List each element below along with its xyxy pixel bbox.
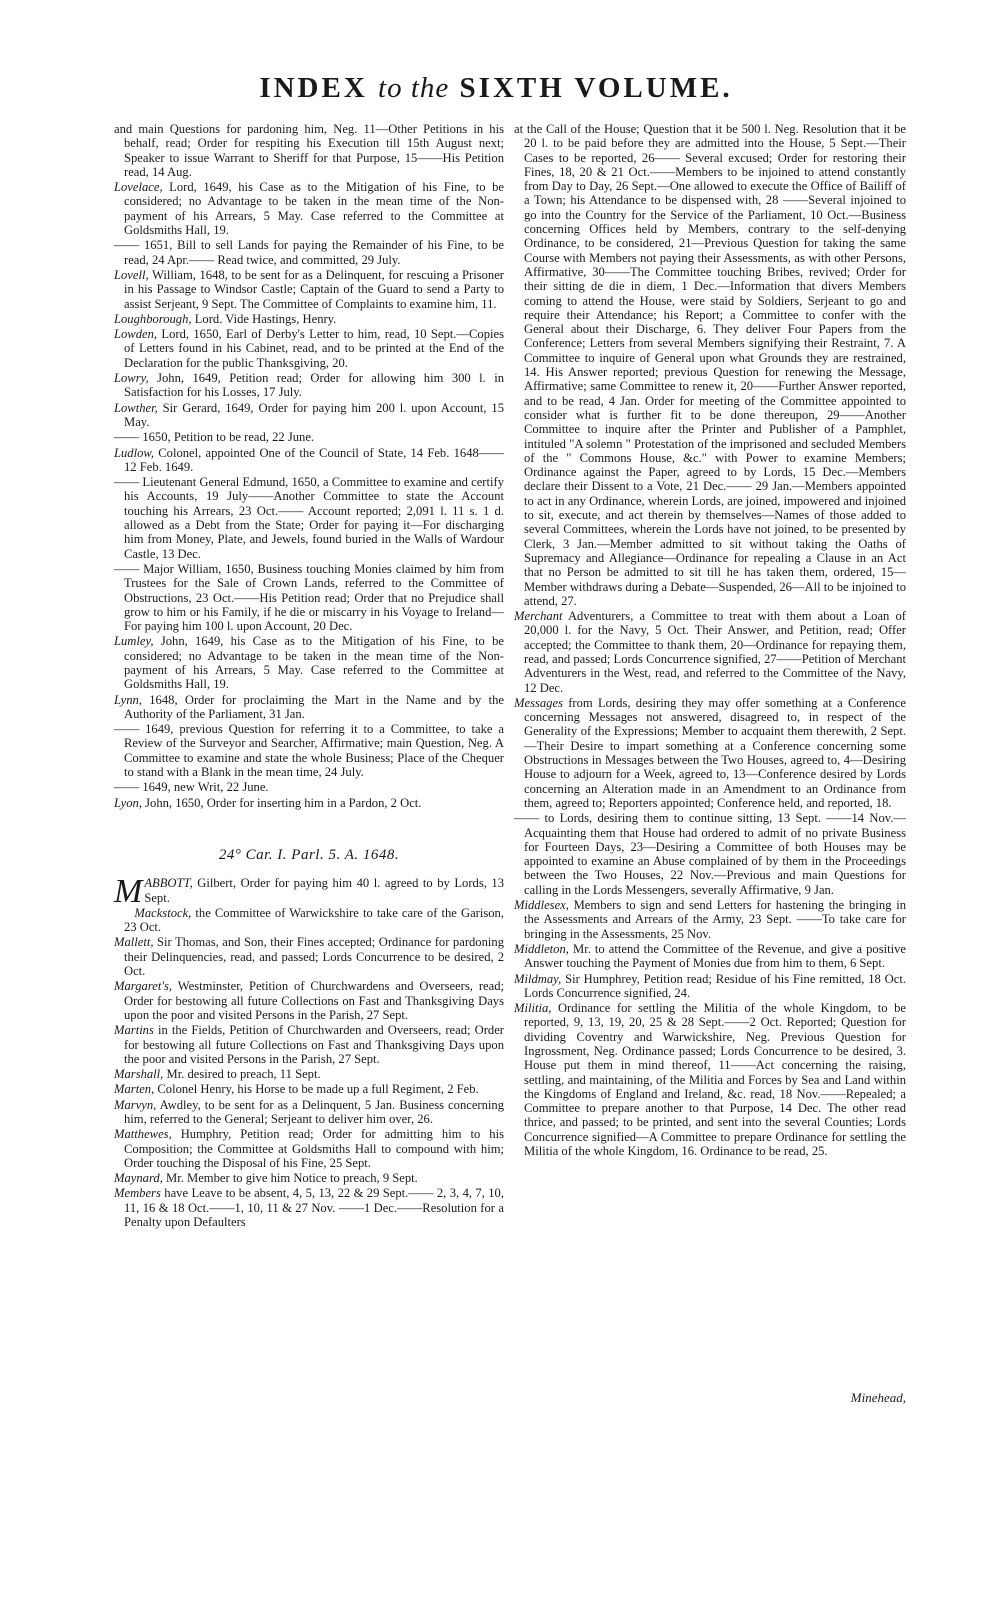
index-entry [514, 696, 906, 810]
index-entry [114, 327, 504, 370]
index-entry [114, 722, 504, 779]
entry-name: Messages [514, 695, 563, 710]
index-entry [114, 475, 504, 561]
entry-text: Sir Gerard, 1649, Order for paying him 200 l. upon Account, 15 May. [124, 400, 504, 429]
entry-text: Sir Humphrey, Petition read; Residue of his Fine remitted, 18 Oct. Lords Concurrence signified, 24. [524, 971, 906, 1000]
catchword: Minehead, [850, 1390, 906, 1405]
entry-name: Marvyn, [114, 1097, 157, 1112]
index-entry [114, 180, 504, 237]
entry-text: Sir Thomas, and Son, their Fines accepted; Ordinance for pardoning their Delinquencies, read, and passed; Lords Concurrence to be desired, 2 Oct. [124, 935, 504, 979]
index-entry [114, 430, 504, 444]
entry-name: Ludlow, [114, 445, 155, 460]
index-entry [514, 1001, 906, 1158]
entry-name: Martins [114, 1023, 154, 1038]
index-entry [114, 935, 504, 978]
index-entry [514, 898, 906, 941]
index-entry [114, 906, 504, 935]
entry-name: Lynn, [114, 692, 142, 707]
right-column [514, 122, 906, 1159]
entry-text: from Lords, desiring they may offer something at a Conference concerning Messages not answered, disagreed to, in respect of the Generality of the Expressions; Member to acquaint them therewith, 2 Sept.—Their Desire to impart something at a Conference concerning some Obstructions in Messages between the Two Houses, agreed to, 4—Desiring House to adjourn for a Week, agreed to, 13—Conference desired by Lords concerning an Alteration made in an Amendment to an Ordinance from them, agreed to; Reporters appointed; Conference held, and reported, 18. [524, 695, 906, 810]
entry-text: —— 1649, previous Question for referring it to a Committee, to take a Review of the Surveyor and Searcher, Affirmative; main Question, Neg. A Committee to examine and state the whole Business; Place of the Chequer to stand with a Blank in the mean time, 24 July. [114, 722, 504, 780]
index-entry [114, 1186, 504, 1229]
index-entry [114, 693, 504, 722]
entry-name: Lowden, [114, 327, 158, 342]
entry-text: at the Call of the House; Question that it be 500 l. Neg. Resolution that it be 20 l. to be paid before they are admitted into the House, 5 Sept.—Their Cases to be reported, 26—— Several excused; Order for restoring their Fines, 18, 20 & 21 Oct.——Members to be injoined to attend constantly from Day to Day, 26 Sept.—One allowed to execute the Office of Bailiff of a Town; his Attendance to be dispensed with, 28 ——Several injoined to go into the Country for the Service of the Parliament, 10 Oct.—Business concerning Offices held by Members, contrary to the self-denying Ordinance, to be considered, 21—Previous Question for taking the same Course with Members not paying their Assessments, as with other Persons, Affirmative, 30——The Committee touching Bribes, revived; Order for their sitting de die in diem, 1 Dec.—Information that divers Members coming to attend the House, were staid by Soldiers, Serjeant to go and require their Attendance; his Report; a Committee to confer with the General about their Discharge, 6. They deliver Four Papers from the Conference; Letters from several Members signifying their Restraint, 7. A Committee to inquire of General upon what Grounds they are restrained, 14. His Answer reported; previous Question for renewing the Message, Affirmative; same Committee to renew it, 20——Further Answer reported, and to be read, 4 Jan. Order for meeting of the Committee appointed to consider what is further fit to be done thereupon, 29——Another Committee to inquire after the Printer and Publisher of a Pamphlet, intituled "A solemn " Protestation of the imprisoned and secluded Members of the " Commons House, &c." with Power to examine Members; Ordinance against the Paper, agreed to by Lords, 15 Dec.—Members declare their Dissent to a Vote, 21 Dec.—— 29 Jan.—Members appointed to act in any Ordinance, wherein Lords, are joined, impowered and injoined to sit, execute, and act therein by themselves—Names of those added to several Committees, wherein the Lords have not joined, to be presented by Clerk, 3 Jan.—Member admitted to sit without taking the Oaths of Supremacy and Allegiance—Ordinance for repealing a Clause in an Act that no Person be admitted to sit till he has taken them, ordered, 15—Member withdraws during a Debate—Suspended, 26—All to be injoined to attend, 27. [514, 122, 906, 608]
header-index: INDEX [259, 72, 368, 104]
entry-text: William, 1648, to be sent for as a Delinquent, for rescuing a Prisoner in his Passage to Windsor Castle; Captain of the Guard to send a Party to assist Serjeant, 9 Sept. The Committee of Complaints to examine him, 11. [124, 267, 504, 311]
header-to-the: to the [378, 72, 450, 104]
entry-name: Middleton, [514, 941, 569, 956]
page-header [0, 72, 992, 105]
entry-text: John, 1649, Petition read; Order for allowing him 300 l. in Satisfaction for his Losses, 17 July. [124, 371, 504, 400]
index-entry [114, 371, 504, 400]
entry-text: Awdley, to be sent for as a Delinquent, 5 Jan. Business concerning him, referred to the General; Serjeant to deliver him over, 26. [124, 1097, 504, 1126]
header-volume: SIXTH VOLUME. [459, 72, 733, 104]
entry-name: Lovelace, [114, 180, 163, 195]
index-entry [114, 312, 504, 326]
entry-name: Mackstock, [134, 905, 192, 920]
index-entry [514, 942, 906, 971]
entry-name: Mallett, [114, 935, 154, 950]
entry-name: Maynard, [114, 1171, 163, 1186]
index-entry [114, 562, 504, 633]
entry-text: Colonel Henry, his Horse to be made up a full Regiment, 2 Feb. [154, 1082, 479, 1097]
entry-name: Margaret's, [114, 979, 173, 994]
entry-text: Lord. Vide Hastings, Henry. [191, 311, 337, 326]
entry-text: Mr. to attend the Committee of the Revenue, and give a positive Answer touching the Payment of Monies due from him to them, 6 Sept. [524, 941, 906, 971]
index-entry [514, 972, 906, 1001]
entry-text: —— 1650, Petition to be read, 22 June. [114, 430, 315, 445]
entry-name: Members [114, 1186, 161, 1201]
index-entry [114, 796, 504, 810]
entry-text: —— to Lords, desiring them to continue sitting, 13 Sept. ——14 Nov.—Acquainting them that House had ordered to admit of no private Business for Fourteen Days, 23—Desiring a Committee of both Houses may be appointed to examine an Abuse complained of by them in the Proceedings between the Two Houses, 22 Nov.—Previous and main Questions for calling in the Lords Messengers, severally Affirmative, 9 Jan. [514, 811, 906, 897]
entry-text: —— 1649, new Writ, 22 June. [114, 780, 269, 795]
index-entry [114, 780, 504, 794]
entry-text: Mr. Member to give him Notice to preach, 9 Sept. [162, 1171, 418, 1186]
entry-name: Marten, [114, 1082, 155, 1097]
index-entry [114, 1023, 504, 1066]
entry-text: —— 1651, Bill to sell Lands for paying the Remainder of his Fine, to be read, 24 Apr.—— Read twice, and committed, 29 July. [114, 238, 504, 267]
entry-name: Loughborough, [114, 311, 192, 326]
entry-text: have Leave to be absent, 4, 5, 13, 22 & 29 Sept.—— 2, 3, 4, 7, 10, 11, 16 & 18 Oct.——1, 10, 11 & 27 Nov. ——1 Dec.——Resolution for a Penalty upon Defaulters [124, 1186, 504, 1230]
index-entry [114, 122, 504, 179]
index-entry [114, 634, 504, 691]
index-entry [114, 1082, 504, 1096]
entry-text: in the Fields, Petition of Churchwarden and Overseers, read; Order for bestowing all future Collections on Fast and Thanksgiving Days upon the poor and visited Persons in the Parish, 27 Sept. [124, 1023, 504, 1066]
entry-text: Colonel, appointed One of the Council of State, 14 Feb. 1648——12 Feb. 1649. [124, 445, 504, 474]
entry-text: the Committee of Warwickshire to take care of the Garison, 23 Oct. [124, 905, 504, 935]
entry-name: Lowry, [114, 371, 149, 386]
entry-name: Lowther, [114, 400, 158, 415]
entry-name: Middlesex, [514, 898, 569, 913]
entry-text: Gilbert, Order for paying him 40 l. agreed to by Lords, 13 Sept. [144, 876, 504, 905]
entry-text: Westminster, Petition of Churchwardens and Overseers, read; Order for bestowing all future Collections on Fast and Thanksgiving Days upon the poor and visited Persons in the Parish, 27 Sept. [124, 979, 504, 1022]
index-entry [114, 238, 504, 267]
section-heading: 24° Car. I. Parl. 5. A. 1648. [218, 846, 400, 863]
entry-name: Merchant [514, 609, 563, 624]
left-entry-list [114, 122, 504, 810]
entry-name: Militia, [514, 1001, 552, 1016]
entry-name: Marshall, [114, 1067, 164, 1082]
index-entry [514, 609, 906, 695]
entry-text: Humphry, Petition read; Order for admitting him to his Composition; the Committee at Goldsmiths Hall to compound with him; Order touching the Disposal of his Fine, 25 Sept. [124, 1127, 504, 1170]
entry-text: Members to sign and send Letters for hastening the bringing in the Assessments and Arrears of the Army, 23 Sept. ——To take care for bringing in the Assessments, 25 Nov. [524, 898, 906, 941]
entry-text: John, 1649, his Case as to the Mitigation of his Fine, to be considered; no Advantage to be taken in the mean time of the Non-payment of his Arrears, 5 May. Case referred to the Committee at Goldsmiths Hall, 19. [124, 634, 504, 692]
entry-name: Mildmay, [514, 971, 562, 986]
entry-text: —— Major William, 1650, Business touching Monies claimed by him from Trustees for the Sale of Crown Lands, referred to the Committee of Obstructions, 23 Oct.——His Petition read; Order that no Prejudice shall grow to him or his Family, if he die or miscarry in his Voyage to Ireland—For paying him 100 l. upon Account, 20 Dec. [114, 561, 504, 634]
drop-cap: M [114, 873, 143, 911]
index-entry [114, 1067, 504, 1081]
entry-name: Lumley, [114, 634, 154, 649]
left-column [114, 122, 504, 1230]
entry-text: Adventurers, a Committee to treat with them about a Loan of 20,000 l. for the Navy, 5 Oct. Their Answer, and Petition, read; Offer accepted; the Committee to thank them, 20—Ordinance for repaying them, read, and passed; Lords Concurrence signified, 27——Petition of Merchant Adventurers in the West, read, and referred to the Committee of the Navy, 12 Dec. [524, 609, 906, 695]
entry-text: 1648, Order for proclaiming the Mart in the Name and by the Authority of the Parliament, 31 Jan. [124, 692, 504, 721]
index-entry [114, 1171, 504, 1185]
index-entry [114, 268, 504, 311]
index-entry [514, 122, 906, 608]
index-entry [114, 1127, 504, 1170]
entry-text: —— Lieutenant General Edmund, 1650, a Committee to examine and certify his Accounts, 19 July——Another Committee to state the Account touching his Arrears, 23 Oct.—— Account reported; 2,091 l. 11 s. 1 d. allowed as a Debt from the State; Order for paying it—For discharging him from Money, Plate, and Jewels, found buried in the Walls of Wardour Castle, 13 Dec. [114, 475, 504, 561]
entry-name: Matthewes, [114, 1127, 172, 1142]
index-entry-mabbott [114, 873, 504, 911]
entry-text: John, 1650, Order for inserting him in a Pardon, 2 Oct. [141, 795, 422, 810]
index-entry [114, 979, 504, 1022]
entry-text: Mr. desired to preach, 11 Sept. [163, 1067, 321, 1082]
entry-text: Lord, 1649, his Case as to the Mitigation of his Fine, to be considered; no Advantage to be taken in the mean time of the Non-payment of his Arrears, 5 May. Case referred to the Committee at Goldsmiths Hall, 19. [124, 180, 504, 238]
entry-text: Ordinance for settling the Militia of the whole Kingdom, to be reported, 9, 13, 19, 20, 25 & 28 Sept.——2 Oct. Reported; Question for dividing Coventry and Warwickshire, Neg. Previous Question for Ingrossment, Neg. Ordinance passed; Lords Concurrence to be desired, 3. House put them in mind thereof, 11——Act concerning the raising, settling, and maintaining, of the Militia and Forces by Sea and Land within the Kingdoms of England and Ireland, &c. read, 18 Nov.——Repealed; a Committee to prepare another to that Purpose, 14 Dec. The other read thrice, and passed; to be printed, and sent into the several Counties; Lords Concurrence signified—A Committee to prepare Ordinance for settling the Militia of the whole Kingdom, 16. Ordinance to be read, 25. [524, 1001, 906, 1159]
entry-name: Lovell, [114, 267, 149, 282]
entry-text: Lord, 1650, Earl of Derby's Letter to him, read, 10 Sept.—Copies of Letters found in his Cabinet, read, and to be printed at the End of the Declaration for the public Thanksgiving, 20. [124, 327, 504, 370]
index-entry [114, 1098, 504, 1127]
index-entry [114, 446, 504, 475]
index-entry [514, 811, 906, 897]
left-entry-list-2 [114, 906, 504, 1230]
right-entry-list [514, 122, 906, 1158]
entry-text: and main Questions for pardoning him, Neg. 11—Other Petitions in his behalf, read; Order for respiting his Execution till 15th August next; Speaker to issue Warrant to Sheriff for that Purpose, 15——His Petition read, 14 Aug. [114, 122, 504, 179]
entry-name: Lyon, [114, 795, 142, 810]
entry-name: ABBOTT, [144, 876, 193, 891]
index-entry [114, 401, 504, 430]
